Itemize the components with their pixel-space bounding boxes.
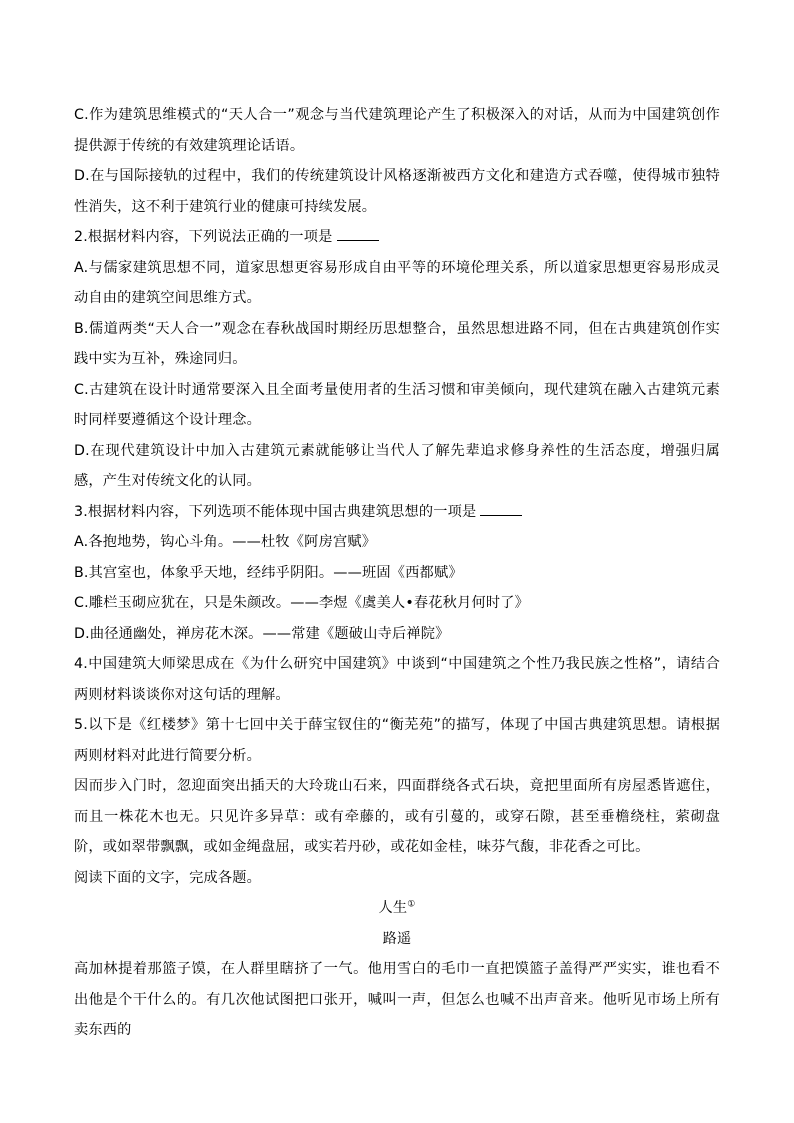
question-5: 5.以下是《红楼梦》第十七回中关于薛宝钗住的“衡芜苑”的描写，体现了中国古典建筑思想。请根据两则材料对此进行简要分析。 xyxy=(74,717,720,764)
question-2-option-b: B.儒道两类“天人合一”观念在春秋战国时期经历思想整合，虽然思想进路不同，但在古典建筑创作实践中实为互补，殊途同归。 xyxy=(74,320,720,367)
story-paragraph: 高加林提着那篮子馍，在人群里瞎挤了一气。他用雪白的毛巾一直把馍篮子盖得严严实实，谁也看不出他是个干什么的。有几次他试图把口张开，喊叫一声，但怎么也喊不出声音来。他听见市场上所有卖东西的 xyxy=(74,961,720,1038)
story-title-text: 人生 xyxy=(378,900,408,916)
answer-blank xyxy=(337,226,379,241)
footnote-mark: ① xyxy=(407,899,416,910)
story-author: 路遥 xyxy=(382,930,412,947)
question-5-quote: 因而步入门时，忽迎面突出插天的大玲珑山石来，四面群绕各式石块，竟把里面所有房屋悉皆遮住，而且一株花木也无。只见许多异草：或有牵藤的，或有引蔓的，或穿石隙，甚至垂檐绕柱，萦砌盘阶，或如翠带飘飘，或如金绳盘屈，或实若丹砂，或花如金桂，味芬气馥，非花香之可比。 xyxy=(74,778,720,855)
story-title xyxy=(74,893,720,924)
question-2-option-c: C.古建筑在设计时通常要深入且全面考量使用者的生活习惯和审美倾向，现代建筑在融入古建筑元素时同样要遵循这个设计理念。 xyxy=(74,381,720,428)
question-3-option-b: B.其宫室也，体象乎天地，经纬乎阴阳。——班固《西都赋》 xyxy=(74,564,463,581)
reading-instruction: 阅读下面的文字，完成各题。 xyxy=(74,869,262,886)
question-2-text: 2.根据材料内容，下列说法正确的一项是 xyxy=(74,229,333,245)
question-2-option-d: D.在现代建筑设计中加入古建筑元素就能够让当代人了解先辈追求修身养性的生活态度，增强归属感，产生对传统文化的认同。 xyxy=(74,442,720,489)
option-d: D.在与国际接轨的过程中，我们的传统建筑设计风格逐渐被西方文化和建造方式吞噬，使得城市独特性消失，这不利于建筑行业的健康可持续发展。 xyxy=(74,168,720,215)
question-3-option-c: C.雕栏玉砌应犹在，只是朱颜改。——李煜《虞美人•春花秋月何时了》 xyxy=(74,595,530,611)
question-2-option-a: A.与儒家建筑思想不同，道家思想更容易形成自由平等的环境伦理关系，所以道家思想更容易形成灵动自由的建筑空间思维方式。 xyxy=(74,259,720,306)
answer-blank xyxy=(480,501,522,516)
question-3 xyxy=(74,497,720,528)
question-3-option-d: D.曲径通幽处，禅房花木深。——常建《题破山寺后禅院》 xyxy=(74,625,450,642)
question-2 xyxy=(74,222,720,253)
question-4: 4.中国建筑大师梁思成在《为什么研究中国建筑》中谈到“中国建筑之个性乃我民族之性格”，请结合两则材料谈谈你对这句话的理解。 xyxy=(74,656,720,703)
question-3-option-a: A.各抱地势，钩心斗角。——杜牧《阿房宫赋》 xyxy=(74,534,377,550)
question-3-text: 3.根据材料内容，下列选项不能体现中国古典建筑思想的一项是 xyxy=(74,503,477,520)
option-c: C.作为建筑思维模式的“天人合一”观念与当代建筑理论产生了积极深入的对话，从而为中国建筑创作提供源于传统的有效建筑理论话语。 xyxy=(74,107,720,154)
